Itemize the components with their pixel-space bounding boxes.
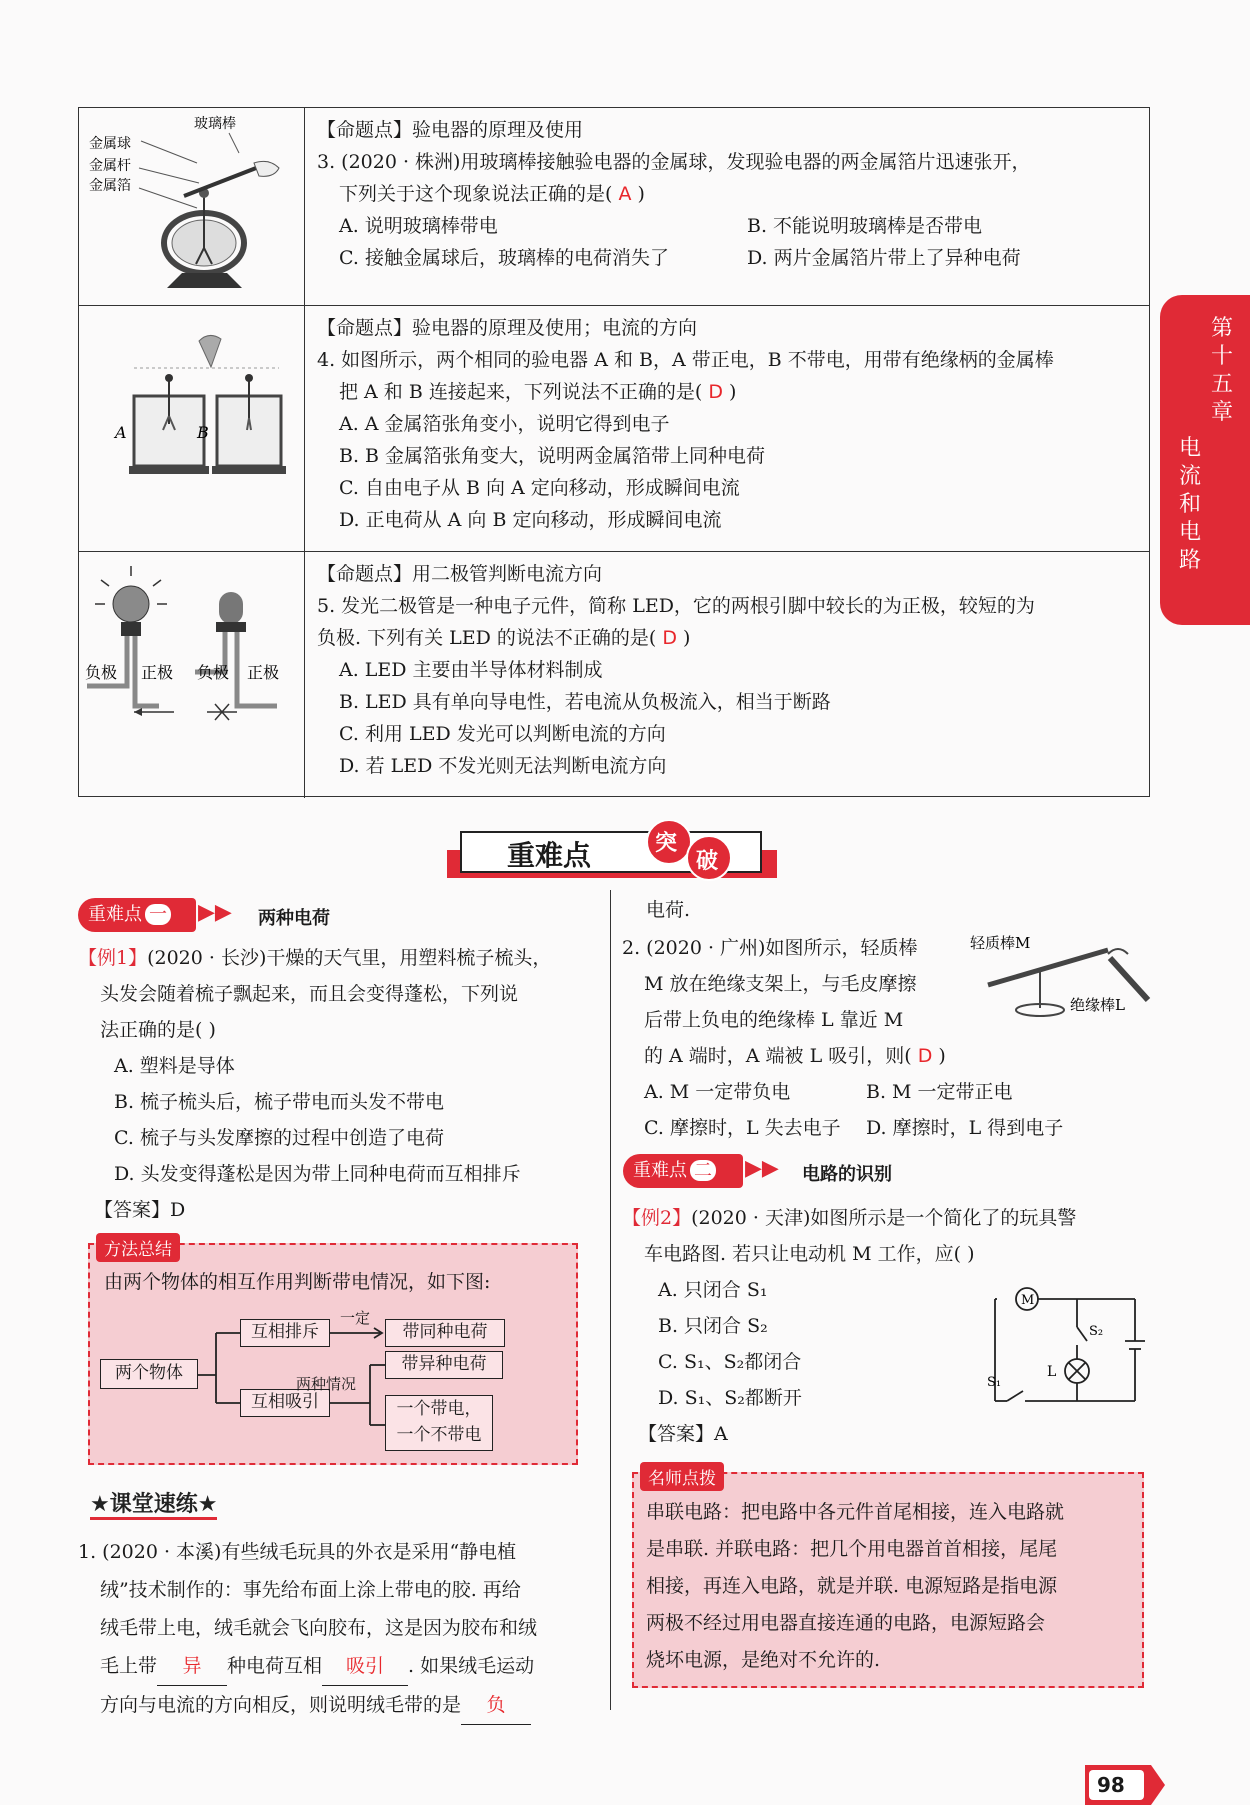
tip-line-5: 烧坏电源，是绝对不允许的.	[646, 1649, 881, 1671]
example-1-option-d: D. 头发变得蓬松是因为带上同种电荷而互相排斥	[114, 1163, 521, 1185]
example-1-option-c: C. 梳子与头发摩擦的过程中创造了电荷	[114, 1127, 444, 1149]
practice-q1-line-4b: 种电荷互相	[227, 1655, 323, 1677]
method-summary-intro: 由两个物体的相互作用判断带电情况，如下图:	[104, 1271, 491, 1293]
tip-line-2: 是串联. 并联电路：把几个用电器首首相接，尾尾	[646, 1538, 1058, 1560]
q5-stem-1: 5. 发光二极管是一种电子元件，简称 LED，它的两根引脚中较长的为正极，较短的为	[317, 595, 1035, 617]
label-a: A	[115, 423, 127, 442]
light-rod-figure	[968, 930, 1168, 1030]
banner-char-1: 突	[655, 831, 678, 856]
flow-node-opposite-charge: 带异种电荷	[385, 1351, 503, 1379]
q2-line-3: 后带上负电的绝缘棒 L 靠近 M	[644, 1009, 904, 1031]
flow-node-attract: 互相吸引	[240, 1389, 330, 1417]
example-2-answer: A	[714, 1423, 728, 1445]
blank-3: 负	[461, 1686, 531, 1725]
switch-s2-label: S₂	[1089, 1324, 1104, 1339]
flow-node-repel: 互相排斥	[240, 1319, 330, 1347]
q5-option-d: D. 若 LED 不发光则无法判断电流方向	[339, 755, 667, 777]
q5-option-b: B. LED 具有单向导电性，若电流从负极流入，相当于断路	[339, 691, 831, 713]
example-1-option-b: B. 梳子梳头后，梳子带电而头发不带电	[114, 1091, 445, 1113]
one-charged-line-2: 一个不带电	[396, 1425, 482, 1445]
key-point-2-label	[623, 1154, 743, 1188]
label-metal-foil: 金属箔	[89, 178, 131, 194]
banner-title: 重难点	[507, 839, 592, 872]
tip-line-3: 相接，再连入电路，就是并联. 电源短路是指电源	[646, 1575, 1058, 1597]
example-1-option-a: A. 塑料是导体	[114, 1055, 235, 1077]
key-point-1-title: 两种电荷	[258, 908, 330, 929]
electroscope-illustration	[79, 108, 305, 306]
label-b: B	[197, 423, 209, 442]
example-2-option-a: A. 只闭合 S₁	[658, 1279, 768, 1301]
label-negative-1: 负极	[85, 663, 118, 682]
chapter-side-tab	[1160, 295, 1250, 625]
example-2-answer-label: 【答案】	[638, 1423, 715, 1445]
teacher-tip-tag: 名师点拨	[640, 1462, 724, 1491]
q2-line-4: 的 A 端时，A 端被 L 吸引，则(	[644, 1045, 912, 1067]
question-5-text	[317, 558, 1139, 782]
question-table	[78, 107, 1150, 797]
key-point-1-label-text: 重难点	[88, 904, 142, 925]
flow-node-two-objects: 两个物体	[100, 1359, 198, 1389]
q3-option-c: C. 接触金属球后，玻璃棒的电荷消失了	[339, 247, 669, 269]
q2-answer: D	[917, 1045, 933, 1067]
q2-line-2: M 放在绝缘支架上，与毛皮摩擦	[644, 973, 917, 995]
q2-option-c: C. 摩擦时，L 失去电子	[644, 1117, 841, 1139]
q3-option-a: A. 说明玻璃棒带电	[339, 215, 498, 237]
question-row-4	[79, 306, 1149, 552]
flow-label-certain: 一定	[340, 1309, 371, 1327]
label-metal-rod: 金属杆	[89, 158, 131, 174]
q4-option-d: D. 正电荷从 A 向 B 定向移动，形成瞬间电流	[339, 509, 722, 531]
example-1-answer: D	[170, 1199, 186, 1221]
motor-label: M	[1021, 1293, 1035, 1308]
page-number: 98	[1097, 1773, 1125, 1797]
key-point-2-number: 二	[690, 1160, 716, 1181]
blank-2: 吸引	[322, 1647, 408, 1686]
q2-option-a: A. M 一定带负电	[644, 1081, 791, 1103]
teacher-tip-text	[646, 1494, 1064, 1679]
q4-stem-1: 4. 如图所示，两个相同的验电器 A 和 B，A 带正电，B 不带电，用带有绝缘柄的金属棒	[317, 349, 1054, 371]
two-electroscopes-illustration	[79, 306, 305, 552]
practice-continuation-text: 电荷.	[646, 899, 691, 921]
flow-label-two-cases: 两种情况	[296, 1375, 357, 1393]
practice-q1-line-3: 绒毛带上电，绒毛就会飞向胶布，这是因为胶布和绒	[100, 1617, 538, 1639]
flow-node-one-charged	[385, 1395, 493, 1451]
question-3-text	[317, 114, 1139, 274]
teacher-tip-box	[632, 1469, 1144, 1688]
example-2-option-d: D. S₁、S₂都断开	[658, 1387, 802, 1409]
q3-option-b: B. 不能说明玻璃棒是否带电	[747, 215, 983, 237]
example-1-tag: 【例1】	[78, 947, 148, 969]
q5-stem-2: 负极. 下列有关 LED 的说法不正确的是(	[317, 627, 657, 649]
lamp-label: L	[1047, 1364, 1057, 1380]
q4-close: )	[729, 381, 737, 403]
led-figure	[79, 552, 305, 798]
label-glass-rod: 玻璃棒	[194, 116, 236, 132]
police-car-circuit-figure	[985, 1283, 1145, 1403]
method-summary-box	[88, 1240, 578, 1465]
q3-stem-1: 3. (2020 · 株洲)用玻璃棒接触验电器的金属球，发现验电器的两金属箔片迅速张开，	[317, 151, 1031, 173]
practice-q1-line-2: 绒”技术制作的：事先给布面上涂上带电的胶. 再给	[100, 1579, 521, 1601]
question-4-text	[317, 312, 1139, 536]
tip-line-1: 串联电路：把电路中各元件首尾相接，连入电路就	[646, 1501, 1065, 1523]
section-banner	[447, 820, 777, 882]
tip-line-4: 两极不经过用电器直接连通的电路，电源短路会	[646, 1612, 1046, 1634]
example-2-tag: 【例2】	[622, 1207, 692, 1229]
q3-close: )	[637, 183, 645, 205]
question-row-5	[79, 552, 1149, 798]
switch-s1-label: S₁	[987, 1375, 1002, 1390]
practice-q1-line-5: 方向与电流的方向相反，则说明绒毛带的是	[100, 1694, 462, 1716]
q3-point: 【命题点】验电器的原理及使用	[317, 119, 584, 141]
example-1-line-2: 头发会随着梳子飘起来，而且会变得蓬松，下列说	[100, 983, 519, 1005]
q2-option-d: D. 摩擦时，L 得到电子	[866, 1117, 1064, 1139]
double-arrow-icon: ▶▶	[198, 900, 232, 925]
q3-stem-2: 下列关于这个现象说法正确的是(	[339, 183, 613, 205]
practice-q1-line-4a: 毛上带	[100, 1655, 158, 1677]
example-2-option-b: B. 只闭合 S₂	[658, 1315, 768, 1337]
method-flow-lines	[90, 1245, 580, 1467]
example-1	[78, 940, 608, 1228]
q4-option-b: B. B 金属箔张角变大，说明两金属箔带上同种电荷	[339, 445, 766, 467]
label-positive-2: 正极	[247, 663, 280, 682]
label-positive-1: 正极	[141, 663, 174, 682]
double-arrow-icon-2: ▶▶	[745, 1156, 779, 1181]
label-negative-2: 负极	[197, 663, 230, 682]
q4-answer: D	[708, 381, 723, 403]
example-2-option-c: C. S₁、S₂都闭合	[658, 1351, 802, 1373]
flow-node-same-charge: 带同种电荷	[385, 1319, 505, 1347]
column-divider	[610, 890, 611, 1710]
example-1-answer-label: 【答案】	[94, 1199, 171, 1221]
example-1-line-3: 法正确的是( )	[100, 1019, 216, 1041]
q5-close: )	[683, 627, 691, 649]
chapter-title: 电流和电路	[1178, 436, 1201, 573]
practice-q1-line-1: 1. (2020 · 本溪)有些绒毛玩具的外衣是采用“静电植	[78, 1541, 517, 1563]
practice-q1-line-4c: . 如果绒毛运动	[408, 1655, 535, 1677]
practice-title-text: ★课堂速练★	[90, 1492, 217, 1520]
q4-point: 【命题点】验电器的原理及使用；电流的方向	[317, 317, 698, 339]
key-point-1-label	[78, 898, 196, 932]
q4-option-a: A. A 金属箔张角变小，说明它得到电子	[339, 413, 670, 435]
key-point-2-title: 电路的识别	[802, 1164, 892, 1185]
blank-1: 异	[157, 1647, 227, 1686]
q4-option-c: C. 自由电子从 B 向 A 定向移动，形成瞬间电流	[339, 477, 740, 499]
example-1-line-1: (2020 · 长沙)干燥的天气里，用塑料梳子梳头，	[147, 947, 552, 969]
example-2-line-2: 车电路图. 若只让电动机 M 工作，应( )	[644, 1243, 975, 1265]
key-point-1-number: 一	[145, 904, 171, 925]
q4-stem-2: 把 A 和 B 连接起来，下列说法不正确的是(	[339, 381, 703, 403]
q2-close: )	[938, 1045, 946, 1067]
label-metal-ball: 金属球	[89, 136, 131, 152]
practice-title	[90, 1487, 217, 1518]
q5-answer: D	[662, 627, 677, 649]
label-insulating-rod: 绝缘棒L	[1070, 996, 1125, 1014]
q3-option-d: D. 两片金属箔片带上了异种电荷	[747, 247, 1021, 269]
label-light-rod: 轻质棒M	[970, 934, 1031, 952]
question-row-3	[79, 108, 1149, 306]
q5-point: 【命题点】用二极管判断电流方向	[317, 563, 603, 585]
q2-option-b: B. M 一定带正电	[866, 1081, 1013, 1103]
banner-char-2: 破	[696, 849, 719, 874]
q5-option-a: A. LED 主要由半导体材料制成	[339, 659, 603, 681]
one-charged-line-1: 一个带电，	[396, 1399, 482, 1419]
example-2-line-1: (2020 · 天津)如图所示是一个简化了的玩具警	[691, 1207, 1077, 1229]
q2-line-1: 2. (2020 · 广州)如图所示，轻质棒	[622, 937, 918, 959]
practice-continuation	[646, 892, 1166, 928]
q3-answer: A	[618, 183, 632, 205]
page-number-badge	[1085, 1765, 1165, 1805]
led-illustration	[79, 552, 305, 798]
q5-option-c: C. 利用 LED 发光可以判断电流的方向	[339, 723, 666, 745]
electroscope-figure	[79, 108, 305, 305]
key-point-2-label-text: 重难点	[633, 1160, 687, 1181]
chapter-number: 第十五章	[1210, 316, 1233, 425]
practice-question-1	[78, 1533, 618, 1725]
method-summary-tag: 方法总结	[96, 1233, 180, 1262]
two-electroscopes-figure	[79, 306, 305, 551]
